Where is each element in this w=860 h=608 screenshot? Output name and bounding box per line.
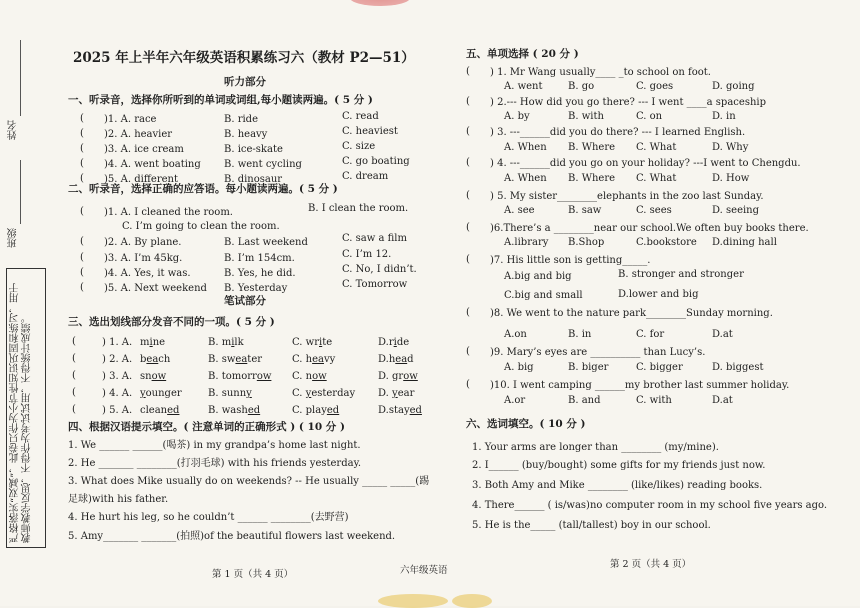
footer-subject: 六年级英语 — [400, 565, 448, 576]
s4-line-2: 2. He _______ ________(打羽毛球) with his friends yesterday. — [68, 458, 362, 469]
answer-paren: ( — [466, 307, 470, 318]
s5-option-d: D.at — [712, 329, 733, 340]
s1-option-a: )4. A. went boating — [104, 159, 201, 170]
s5-option-c: C. on — [636, 111, 663, 122]
s6-line-3: 3. Both Amy and Mike ________ (like/likes) reading books. — [472, 480, 763, 491]
s2-q1-a: )1. A. I cleaned the room. — [104, 207, 233, 218]
written-section-header: 笔试部分 — [224, 295, 266, 307]
s2-option-b: B. Last weekend — [224, 237, 308, 248]
s5-option-a: A.library — [504, 237, 549, 248]
answer-paren: ( — [80, 267, 84, 278]
s1-option-a: )3. A. ice cream — [104, 144, 184, 155]
section-1-heading: 一、听录音，选择你所听到的单词或词组,每小题读两遍。( 5 分 ) — [68, 94, 373, 106]
s6-line-2: 2. I______ (buy/bought) some gifts for my friends just now. — [472, 460, 766, 471]
s2-option-b: B. Yes, he did. — [224, 268, 296, 279]
s5-option-b: B. Where — [568, 173, 616, 184]
s6-line-1: 1. Your arms are longer than ________ (my/mine). — [472, 442, 719, 453]
s2-option-c: C. I’m 12. — [342, 249, 392, 260]
s6-line-5: 5. He is the_____ (tall/tallest) boy in our school. — [472, 520, 711, 531]
answer-paren: ( — [466, 254, 470, 265]
s1-option-c: C. heaviest — [342, 126, 398, 137]
s5-option-d: D. biggest — [712, 362, 764, 373]
s3-item-number: ) 4. A. — [102, 388, 133, 399]
s3-option-b: B. sweater — [208, 354, 263, 365]
s1-option-b: B. heavy — [224, 129, 268, 140]
s2-option-c: C. No, I didn’t. — [342, 264, 417, 275]
name-label: 姓名 — [8, 120, 19, 140]
s2-option-c: C. Tomorrow — [342, 279, 408, 290]
answer-paren: ( — [80, 113, 84, 124]
decorative-blob-top — [350, 0, 410, 6]
s3-option-d: D. grow — [378, 371, 418, 382]
s5-option-a: A. When — [504, 142, 547, 153]
s1-option-a: )5. A. different — [104, 174, 178, 185]
s1-option-c: C. dream — [342, 171, 389, 182]
answer-paren: ( — [72, 370, 76, 381]
answer-paren: ( — [80, 252, 84, 263]
section-6-heading: 六、选词填空。( 10 分 ) — [466, 418, 586, 430]
s1-option-b: B. ride — [224, 114, 259, 125]
class-label: 班级 — [8, 228, 19, 248]
s4-line-1: 1. We ______ ______(喝茶) in my grandpa’s home last night. — [68, 440, 361, 451]
exam-title: 2025 年上半年六年级英语积累练习六（教材 P2—51） — [73, 50, 415, 66]
s3-option-c: C. write — [292, 337, 333, 348]
answer-paren: ( — [72, 353, 76, 364]
s5-option-d: D.lower and big — [618, 289, 699, 300]
answer-paren: ( — [80, 206, 84, 217]
s3-item-number: ) 5. A. — [102, 405, 133, 416]
answer-paren: ( — [466, 126, 470, 137]
answer-paren: ( — [80, 282, 84, 293]
s1-option-c: C. go boating — [342, 156, 410, 167]
s5-option-c: C. for — [636, 329, 665, 340]
footer-page-2: 第 2 页（共 4 页） — [610, 559, 692, 570]
s5-option-b: B. biger — [568, 362, 609, 373]
answer-paren: ( — [80, 143, 84, 154]
s4-line-5: 4. He hurt his leg, so he couldn’t ______ ________(去野营) — [68, 512, 349, 523]
section-4-heading: 四、根据汉语提示填空。( 注意单词的正确形式 ) ( 10 分 ) — [68, 421, 345, 433]
s5-option-a: A.or — [504, 395, 526, 406]
s3-option-b: B. sunny — [208, 388, 252, 399]
answer-paren: ( — [466, 346, 470, 357]
s5-option-a: A. went — [504, 81, 543, 92]
s3-option-c: C. played — [292, 405, 340, 416]
s5-option-a: A. big — [504, 362, 534, 373]
s3-option-a: mine — [140, 337, 166, 348]
answer-paren: ( — [80, 236, 84, 247]
name-line — [20, 40, 21, 116]
s5-question-1: ) 1. Mr Wang usually____ _to school on foot. — [490, 67, 711, 78]
s3-option-c: C. yesterday — [292, 388, 356, 399]
s3-item-number: ) 3. A. — [102, 371, 133, 382]
s5-option-c: C. with — [636, 395, 672, 406]
answer-paren: ( — [466, 379, 470, 390]
answer-paren: ( — [72, 387, 76, 398]
answer-paren: ( — [466, 190, 470, 201]
s5-option-a: A.on — [504, 329, 527, 340]
s5-question-3: ) 3. ---______did you do there? --- I learned English. — [490, 127, 746, 138]
s1-option-a: )2. A. heavier — [104, 129, 173, 140]
s5-option-b: B. Where — [568, 142, 616, 153]
s2-q1-b: B. I clean the room. — [308, 203, 409, 214]
s5-question-2: ) 2.--- How did you go there? --- I went ____a spaceship — [490, 97, 766, 108]
s5-option-d: D. How — [712, 173, 750, 184]
s5-question-7: )7. His little son is getting_____. — [490, 255, 651, 266]
s5-option-d: D.at — [712, 395, 733, 406]
s5-option-c: C.big and small — [504, 290, 583, 301]
answer-paren: ( — [466, 157, 470, 168]
s2-option-b: B. I’m 154cm. — [224, 253, 295, 264]
answer-paren: ( — [466, 222, 470, 233]
s2-option-a: )4. A. Yes, it was. — [104, 268, 191, 279]
answer-paren: ( — [80, 173, 84, 184]
s5-option-d: D. seeing — [712, 205, 760, 216]
s5-option-a: A. see — [504, 205, 535, 216]
s3-option-b: B. milk — [208, 337, 244, 348]
s1-option-c: C. read — [342, 111, 379, 122]
s2-option-a: )3. A. I’m 45kg. — [104, 253, 183, 264]
s5-option-d: D. in — [712, 111, 736, 122]
s3-option-d: D.ride — [378, 337, 410, 348]
s1-option-b: B. ice-skate — [224, 144, 283, 155]
s3-option-b: B. washed — [208, 405, 261, 416]
s3-option-d: D.head — [378, 354, 414, 365]
s3-item-number: ) 2. A. — [102, 354, 133, 365]
s2-option-b: B. Yesterday — [224, 283, 288, 294]
listening-section-header: 听力部分 — [224, 76, 266, 88]
s3-item-number: ) 1. A. — [102, 337, 133, 348]
s5-option-a: A. When — [504, 173, 547, 184]
s3-option-a: cleaned — [140, 405, 180, 416]
s5-option-c: C. What — [636, 173, 677, 184]
s2-option-a: )5. A. Next weekend — [104, 283, 207, 294]
s4-line-4: 足球)with his father. — [68, 494, 169, 505]
s5-option-c: C. sees — [636, 205, 672, 216]
s1-option-b: B. went cycling — [224, 159, 302, 170]
s5-option-b: B. and — [568, 395, 601, 406]
answer-paren: ( — [72, 336, 76, 347]
s5-option-c: C. goes — [636, 81, 674, 92]
s3-option-a: younger — [140, 388, 182, 399]
s5-question-8: )8. We went to the nature park________Sunday morning. — [490, 308, 773, 319]
s4-line-3: 3. What does Mike usually do on weekends? -- He usually _____ _____(踢 — [68, 476, 430, 487]
answer-paren: ( — [80, 128, 84, 139]
s5-question-10: )10. I went camping ______my brother last summer holiday. — [490, 380, 790, 391]
s2-q1-c: C. I’m going to clean the room. — [122, 221, 280, 232]
section-5-heading: 五、单项选择 ( 20 分 ) — [466, 48, 579, 60]
s5-option-b: B. in — [568, 329, 592, 340]
s5-question-5: ) 5. My sister________elephants in the zoo last Sunday. — [490, 191, 764, 202]
double-reduction-notice: 严格落实“双减”，此卷只作为小节性知识巩固和练习，用于教师教学反思，不得作为考试试用，不得统计成绩。 — [6, 268, 46, 548]
s6-line-4: 4. There______ ( is/was)no computer room in my school five years ago. — [472, 500, 828, 511]
s5-option-b: B. go — [568, 81, 595, 92]
s3-option-a: snow — [140, 371, 167, 382]
s4-line-6: 5. Amy_______ _______(拍照)of the beautiful flowers last weekend. — [68, 531, 396, 542]
s3-option-d: D.stayed — [378, 405, 422, 416]
s5-option-d: D.dining hall — [712, 237, 777, 248]
s2-option-a: )2. A. By plane. — [104, 237, 182, 248]
s5-option-c: C. What — [636, 142, 677, 153]
class-line — [20, 160, 21, 224]
s5-option-b: B.Shop — [568, 237, 605, 248]
s3-option-a: beach — [140, 354, 171, 365]
s5-option-a: A. by — [504, 111, 530, 122]
s5-option-b: B. saw — [568, 205, 602, 216]
s3-option-b: B. tomorrow — [208, 371, 272, 382]
s5-question-9: )9. Mary’s eyes are __________ than Lucy’s. — [490, 347, 706, 358]
s3-option-c: C. now — [292, 371, 327, 382]
s3-option-d: D. year — [378, 388, 415, 399]
s5-option-c: C.bookstore — [636, 237, 697, 248]
footer-page-1: 第 1 页（共 4 页） — [212, 569, 294, 580]
answer-paren: ( — [72, 404, 76, 415]
answer-paren: ( — [80, 158, 84, 169]
s5-option-b: B. stronger and stronger — [618, 269, 744, 280]
s5-option-d: D. Why — [712, 142, 749, 153]
s1-option-a: )1. A. race — [104, 114, 157, 125]
s5-option-d: D. going — [712, 81, 755, 92]
answer-paren: ( — [466, 96, 470, 107]
s1-option-c: C. size — [342, 141, 376, 152]
s5-option-c: C. bigger — [636, 362, 683, 373]
s5-question-4: ) 4. ---______did you go on your holiday? ---I went to Chengdu. — [490, 158, 801, 169]
s3-option-c: C. heavy — [292, 354, 336, 365]
s1-option-b: B. dinosaur — [224, 174, 283, 185]
s5-option-b: B. with — [568, 111, 604, 122]
section-2-heading: 二、听录音，选择正确的应答语。每小题读两遍。( 5 分 ) — [68, 183, 338, 195]
section-3-heading: 三、选出划线部分发音不同的一项。( 5 分 ) — [68, 316, 275, 328]
s5-question-6: )6.There’s a ________near our school.We often buy books there. — [490, 223, 809, 234]
answer-paren: ( — [466, 66, 470, 77]
s2-option-c: C. saw a film — [342, 233, 407, 244]
s5-option-a: A.big and big — [504, 271, 572, 282]
